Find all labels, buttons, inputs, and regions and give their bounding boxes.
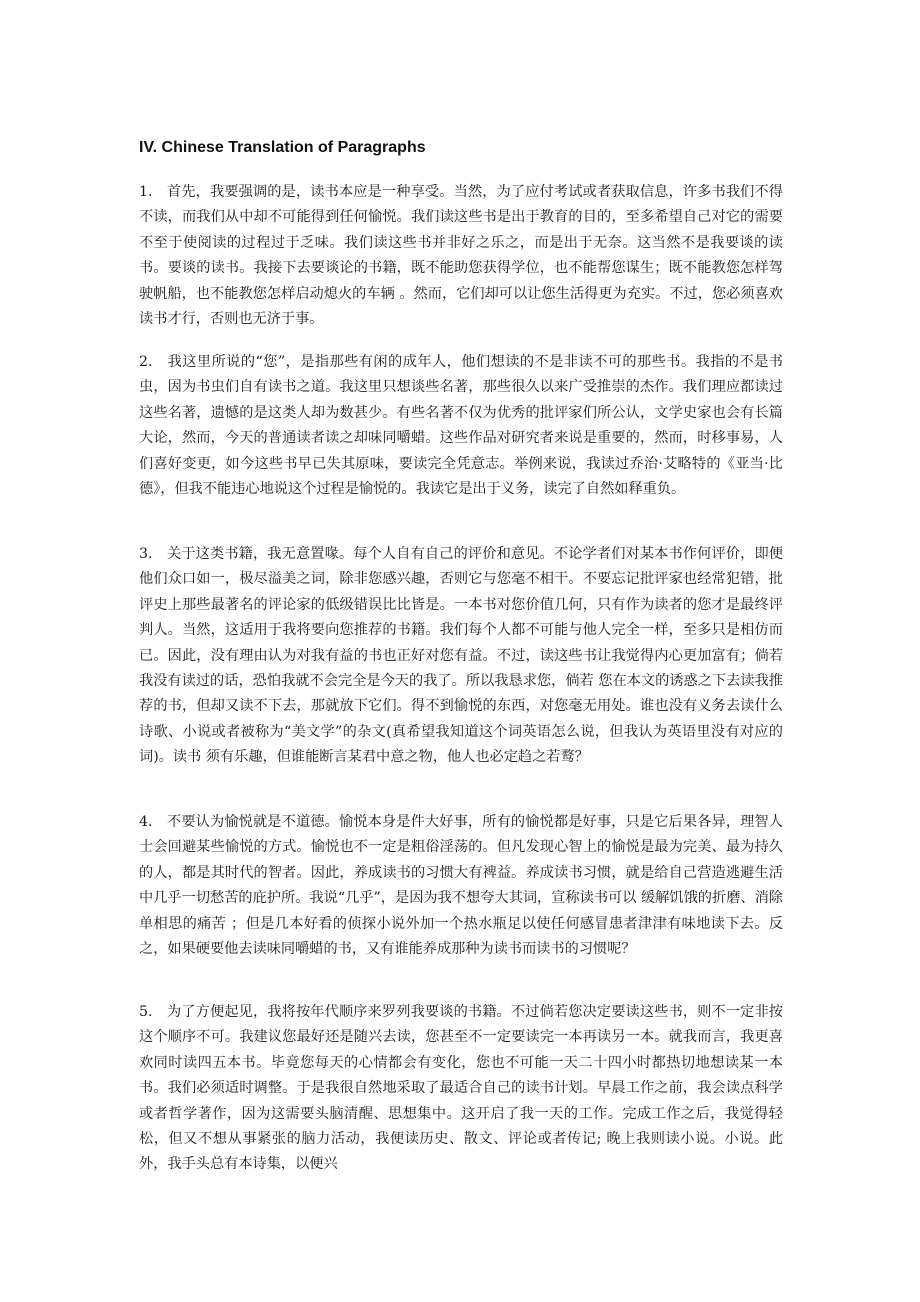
section-heading: IV. Chinese Translation of Paragraphs: [139, 139, 426, 156]
paragraph-2: 2. 我这里所说的“您”，是指那些有闲的成年人，他们想读的不是非读不可的那些书。我指的不是书虫，因为书虫们自有读书之道。我这里只想谈些名著，那些很久以来广受推崇的杰作。我们理应都读过这些名著，遗憾的是这类人却为数甚少。有些名著不仅为优秀的批评家们所公认，文学史家也会有长篇大论，然而，今天的普通读者读之却味同嚼蜡。这些作品对研究者来说是重要的，然而，时移事易，人们喜好变更，如今这些书早已失其原味，要读完全凭意志。举例来说，我读过乔治·艾略特的《亚当·比德》，但我不能违心地说这个过程是愉悦的。我读它是出于义务，读完了自然如释重负。: [139, 354, 783, 498]
paragraph-5: 5. 为了方便起见，我将按年代顺序来罗列我要谈的书籍。不过倘若您决定要读这些书，则不一定非按这个顺序不可。我建议您最好还是随兴去读，您甚至不一定要读完一本再读另一本。就我而言，我更喜欢同时读四五本书。毕竟您每天的心情都会有变化，您也不可能一天二十四小时都热切地想读某一本书。我们必须适时调整。于是我很自然地采取了最适合自己的读书计划。早晨工作之前，我会读点科学或者哲学著作，因为这需要头脑清醒、思想集中。这开启了我一天的工作。完成工作之后，我觉得轻松，但又不想从事紧张的脑力活动，我便读历史、散文、评论或者传记; 晚上我则读小说。小说。此外，我手头总有本诗集，以便兴: [139, 1004, 783, 1173]
paragraph-3: 3. 关于这类书籍，我无意置喙。每个人自有自己的评价和意见。不论学者们对某本书作何评价，即便他们众口如一，极尽溢美之词，除非您感兴趣，否则它与您毫不相干。不要忘记批评家也经常犯错，批评史上那些最著名的评论家的低级错误比比皆是。一本书对您价值几何，只有作为读者的您才是最终评判人。当然，这适用于我将要向您推荐的书籍。我们每个人都不可能与他人完全一样，至多只是相仿而已。因此，没有理由认为对我有益的书也正好对您有益。不过，读这些书让我觉得内心更加富有；倘若我没有读过的话，恐怕我就不会完全是今天的我了。所以我恳求您，倘若 您在本文的诱惑之下去读我推荐的书，但却又读不下去，那就放下它们。得不到愉悦的东西，对您毫无用处。谁也没有义务去读什么诗歌、小说或者被称为“美文学”的杂文(真希望我知道这个词英语怎么说，但我认为英语里没有对应的词)。读书 须有乐趣，但谁能断言某君中意之物，他人也必定趋之若鹜？: [139, 546, 783, 766]
paragraph-4: 4. 不要认为愉悦就是不道德。愉悦本身是件大好事，所有的愉悦都是好事，只是它后果各异，理智人士会回避某些愉悦的方式。愉悦也不一定是粗俗淫荡的。但凡发现心智上的愉悦是最为完美、最为持久的人，都是其时代的智者。因此，养成读书的习惯大有裨益。养成读书习惯，就是给自己营造逃避生活中几乎一切愁苦的庇护所。我说“几乎”，是因为我不想夸大其词，宣称读书可以 缓解饥饿的折磨、消除单相思的痛苦 ；但是几本好看的侦探小说外加一个热水瓶足以使任何感冒患者津津有味地读下去。反之，如果硬要他去读味同嚼蜡的书，又有谁能养成那种为读书而读书的习惯呢？: [139, 814, 783, 958]
paragraph-1: 1. 首先，我要强调的是，读书本应是一种享受。当然，为了应付考试或者获取信息，许多书我们不得不读，而我们从中却不可能得到任何愉悦。我们读这些书是出于教育的目的，至多希望自己对它的需要不至于使阅读的过程过于乏味。我们读这些书并非好之乐之，而是出于无奈。这当然不是我要谈的读书。要谈的读书。我接下去要谈论的书籍，既不能助您获得学位，也不能帮您谋生；既不能教您怎样驾驶帆船，也不能教您怎样启动熄火的车辆 。然而，它们却可以让您生活得更为充实。不过，您必须喜欢读书才行，否则也无济于事。: [139, 184, 783, 328]
